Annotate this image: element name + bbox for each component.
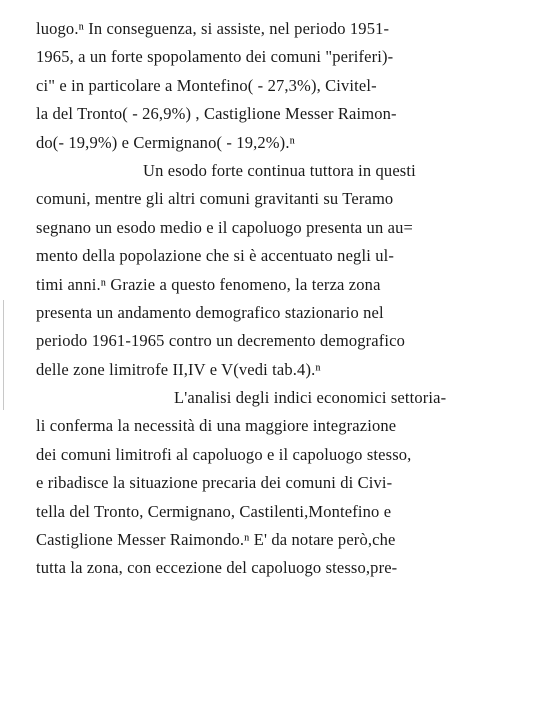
text-line: presenta un andamento demografico stazionario nel [36,302,384,322]
text-line: la del Tronto( - 26,9%) , Castiglione Messer Raimon- [36,104,397,124]
text-line: tutta la zona, con eccezione del capoluogo stesso,pre- [36,558,398,578]
body-text [36,15,522,583]
text-line: li conferma la necessità di una maggiore integrazione [36,416,397,436]
text-line: mento della popolazione che si è accentuato negli ul- [36,246,394,266]
text-line: do(- 19,9%) e Cermignano( - 19,2%).ⁿ [36,132,295,152]
text-line: 1965, a un forte spopolamento dei comuni "periferi)- [36,47,394,67]
text-line: dei comuni limitrofi al capoluogo e il capoluogo stesso, [36,444,412,464]
text-line: delle zone limitrofe II,IV e V(vedi tab.4).ⁿ [36,359,321,379]
text-line: Un esodo forte continua tuttora in questi [143,160,416,180]
text-line: comuni, mentre gli altri comuni gravitanti su Teramo [36,189,394,209]
margin-rule [3,300,4,410]
text-line: L'analisi degli indici economici settoria- [174,388,447,408]
text-line: periodo 1961-1965 contro un decremento demografico [36,331,406,351]
text-line: segnano un esodo medio e il capoluogo presenta un au= [36,217,413,237]
text-line: e ribadisce la situazione precaria dei comuni di Civi- [36,473,393,493]
text-line: luogo.ⁿ In conseguenza, si assiste, nel periodo 1951- [36,19,390,38]
text-line: timi anni.ⁿ Grazie a questo fenomeno, la terza zona [36,274,381,294]
text-line: tella del Tronto, Cermignano, Castilenti,Montefino e [36,501,392,521]
text-line: Castiglione Messer Raimondo.ⁿ E' da notare però,che [36,530,396,550]
text-line: ci" e in particolare a Montefino( - 27,3%), Civitel- [36,75,377,95]
